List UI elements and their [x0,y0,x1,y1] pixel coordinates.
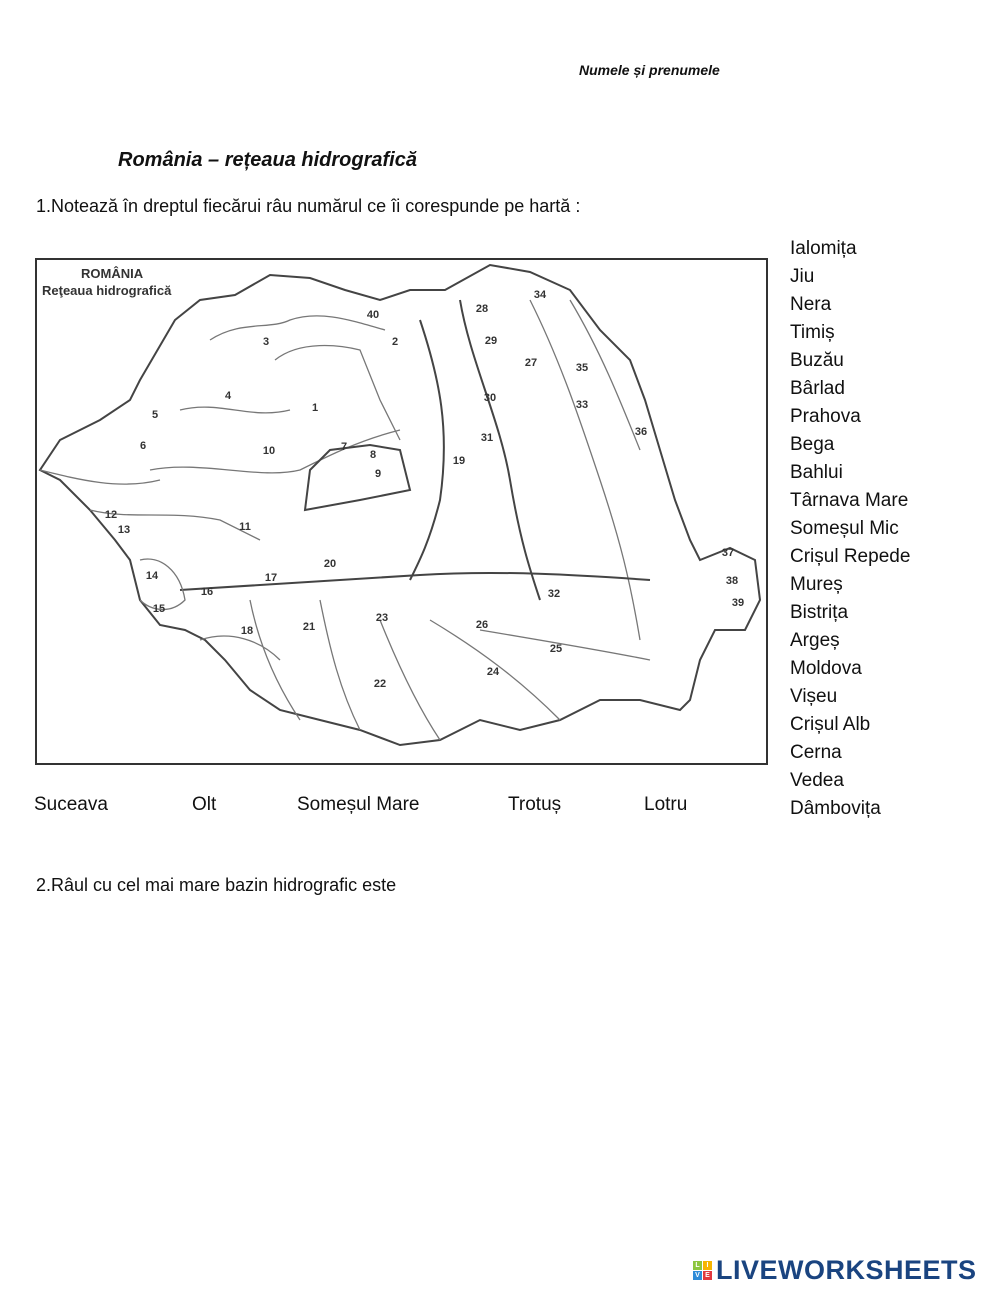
map-number-label: 13 [117,524,131,536]
map-number-label: 19 [452,455,466,467]
river-name: Crișul Repede [790,546,911,567]
river-name: Cerna [790,742,842,763]
map-number-label: 21 [302,621,316,633]
river-name: Moldova [790,658,862,679]
map-number-label: 8 [369,449,377,461]
student-name-label: Numele și prenumele [579,62,720,78]
map-number-label: 28 [475,303,489,315]
map-number-label: 34 [533,289,547,301]
river-name: Buzău [790,350,844,371]
map-number-label: 23 [375,612,389,624]
map-number-label: 24 [486,666,500,678]
map-number-label: 1 [311,402,319,414]
river-name: Vișeu [790,686,838,707]
map-number-label: 30 [483,392,497,404]
river-name: Bega [790,434,835,455]
map-number-label: 11 [239,521,251,533]
river-name: Vedea [790,770,844,791]
map-number-label: 20 [323,558,337,570]
river-name: Lotru [644,794,688,815]
logo-text: LIVEWORKSHEETS [716,1255,977,1285]
river-name: Timiș [790,322,835,343]
map-number-label: 37 [721,547,735,559]
map-number-label: 27 [524,357,538,369]
river-name: Bahlui [790,462,843,483]
map-number-label: 36 [634,426,648,438]
map-number-label: 26 [475,619,489,631]
river-name: Suceava [34,794,108,815]
question-1: 1.Notează în dreptul fiecărui râu numărul ce îi corespunde pe hartă : [36,196,581,216]
map-number-label: 29 [484,335,498,347]
map-number-label: 9 [374,468,382,480]
river-name: Bistrița [790,602,849,623]
logo-tiles-icon: L I V E [693,1261,712,1280]
map-number-label: 16 [200,586,214,598]
page-title: România – rețeaua hidrografică [118,149,417,171]
map-number-label: 18 [240,625,254,637]
map-number-label: 25 [549,643,563,655]
map-number-label: 12 [104,509,118,521]
map-number-label: 6 [139,440,147,452]
map-number-label: 35 [575,362,589,374]
map-number-label: 39 [731,597,745,609]
river-name: Bârlad [790,378,845,399]
river-name: Ialomița [790,238,857,259]
map-subtitle: Reţeaua hidrografică [42,283,172,298]
map-number-label: 33 [575,399,589,411]
map-number-label: 3 [262,336,270,348]
map-number-label: 15 [152,603,166,615]
map-number-label: 14 [145,570,159,582]
map-number-label: 40 [366,309,380,321]
river-name: Olt [192,794,217,815]
map-number-label: 5 [151,409,159,421]
map-number-label: 4 [224,390,232,402]
map-number-label: 7 [340,441,348,453]
river-name: Someșul Mic [790,518,899,539]
map-number-label: 38 [725,575,739,587]
map-number-label: 10 [262,445,276,457]
river-name: Someșul Mare [297,794,420,815]
river-name: Târnava Mare [790,490,909,511]
map-number-label: 22 [373,678,387,690]
map-number-label: 32 [547,588,561,600]
map-title: ROMÂNIA [81,266,144,281]
river-name: Nera [790,294,832,315]
question-2: 2.Râul cu cel mai mare bazin hidrografic este [36,875,397,895]
river-name: Jiu [790,266,815,287]
river-name: Crișul Alb [790,714,871,735]
river-name: Prahova [790,406,861,427]
map-number-label: 17 [264,572,278,584]
river-name: Argeș [790,630,840,651]
map-number-label: 2 [391,336,399,348]
river-list-right [790,235,910,823]
river-name: Mureș [790,574,843,595]
rivers-and-basins [40,300,650,740]
country-outline [40,265,760,745]
liveworksheets-logo [693,1255,977,1286]
map-number-label: 31 [480,432,494,444]
river-name: Dâmbovița [790,798,881,819]
river-name: Trotuș [508,794,562,815]
